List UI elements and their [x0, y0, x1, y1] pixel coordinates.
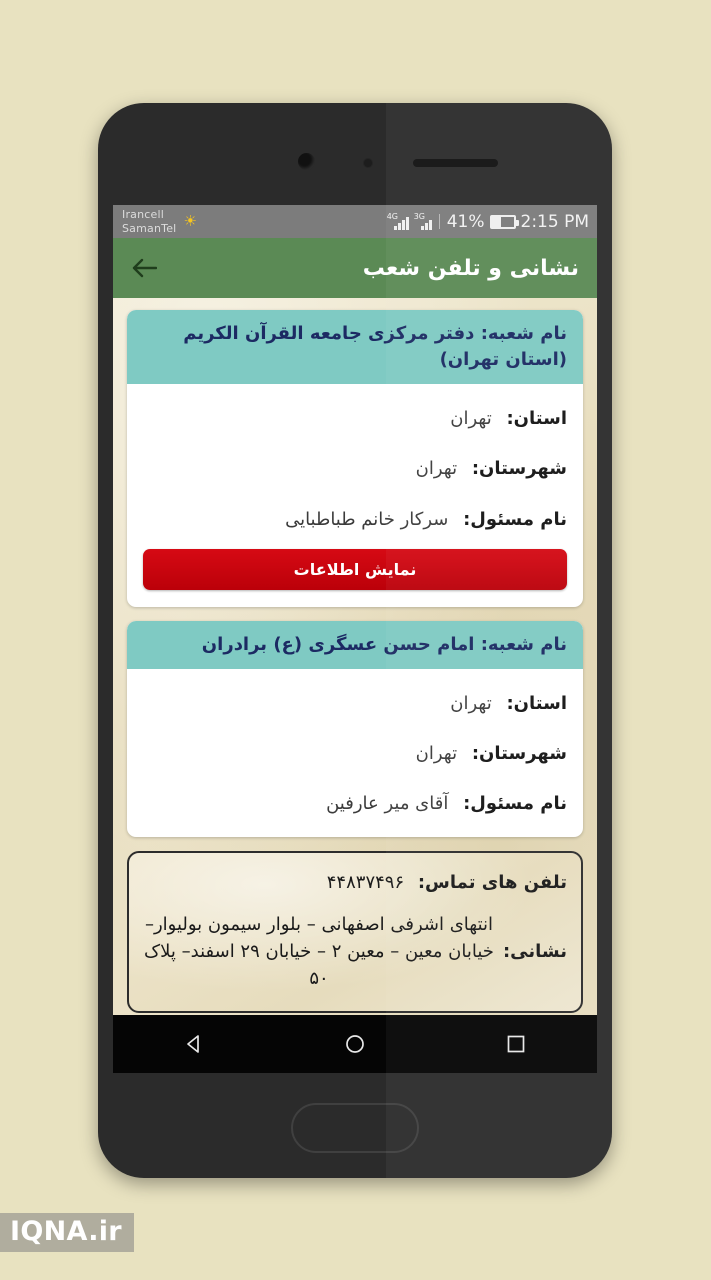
network-4g-label: 4G	[386, 211, 398, 221]
nav-back-icon[interactable]	[167, 1024, 221, 1064]
phone-row	[143, 862, 567, 904]
battery-icon	[490, 215, 516, 229]
nav-recents-icon[interactable]	[489, 1024, 543, 1064]
branch-name-header	[127, 310, 583, 384]
android-navigation-bar	[113, 1015, 597, 1073]
table-row	[143, 444, 567, 494]
battery-percent-label: 41%	[446, 211, 485, 232]
branch-card-body	[127, 384, 583, 607]
branch-name-label: نام شعبه:	[480, 323, 567, 344]
branch-card	[127, 621, 583, 838]
branch-card	[127, 310, 583, 607]
nav-home-icon[interactable]	[328, 1024, 382, 1064]
table-row	[143, 779, 567, 829]
signal-4g-indicator	[386, 211, 409, 230]
front-camera-icon	[298, 153, 315, 170]
status-divider	[439, 214, 440, 229]
table-row	[143, 729, 567, 779]
phone-top-bezel	[98, 103, 612, 205]
network-3g-label: 3G	[413, 211, 425, 221]
contact-info-box	[127, 851, 583, 1013]
manager-label: نام مسئول:	[463, 793, 567, 815]
phone-device	[98, 103, 612, 1178]
branch-name-header	[127, 621, 583, 669]
city-label: شهرستان:	[471, 458, 567, 480]
address-value: انتهای اشرفی اصفهانی – بلوار سیمون بولیوار– خیابان معین – معین ۲ – خیابان ۲۹ اسفند– پلاک ۵۰	[144, 914, 494, 990]
city-label: شهرستان:	[471, 743, 567, 765]
watermark-label: IQNA.ir	[0, 1213, 134, 1252]
table-row	[143, 495, 567, 545]
province-value: تهران	[450, 408, 492, 430]
status-bar	[113, 205, 597, 238]
province-label: استان:	[506, 408, 567, 430]
branch-name-value: دفتر مرکزی جامعه القرآن الکریم (استان تهران)	[183, 323, 567, 371]
table-row	[143, 679, 567, 729]
carrier-line-1: Irancell	[122, 208, 165, 222]
phone-bottom-bezel	[98, 1073, 612, 1178]
city-value: تهران	[415, 743, 458, 765]
address-row	[143, 904, 567, 999]
earpiece-speaker-icon	[413, 159, 498, 167]
city-value: تهران	[415, 458, 458, 480]
province-value: تهران	[450, 692, 492, 714]
home-button[interactable]	[291, 1103, 419, 1153]
back-arrow-icon[interactable]	[129, 253, 159, 283]
address-label: نشانی:	[502, 940, 567, 962]
status-indicators	[387, 212, 589, 232]
manager-value: آقای میر عارفین	[326, 793, 449, 815]
carrier-names	[122, 208, 176, 235]
sun-icon: ☀	[183, 212, 197, 230]
table-row	[143, 394, 567, 444]
page-title: نشانی و تلفن شعب	[362, 255, 579, 281]
phone-value[interactable]: ۴۴۸۳۷۴۹۶	[326, 872, 405, 894]
phone-label: تلفن های تماس:	[417, 872, 567, 894]
signal-bars-icon-2	[421, 220, 432, 230]
manager-label: نام مسئول:	[463, 508, 567, 530]
app-header-bar	[113, 238, 597, 298]
proximity-sensor-icon	[363, 158, 373, 168]
carrier-line-2: SamanTel	[122, 221, 177, 235]
branch-name-value: امام حسن عسگری (ع) برادران	[201, 633, 475, 655]
signal-3g-indicator	[413, 211, 432, 230]
province-label: استان:	[506, 692, 567, 714]
branch-list	[113, 298, 597, 1073]
manager-value: سرکار خانم طباطبایی	[285, 508, 449, 530]
phone-screen	[113, 205, 597, 1073]
show-info-button[interactable]: نمایش اطلاعات	[143, 549, 567, 590]
branch-name-label: نام شعبه:	[480, 633, 567, 655]
clock-label: 2:15 PM	[520, 211, 589, 232]
branch-card-body	[127, 669, 583, 838]
